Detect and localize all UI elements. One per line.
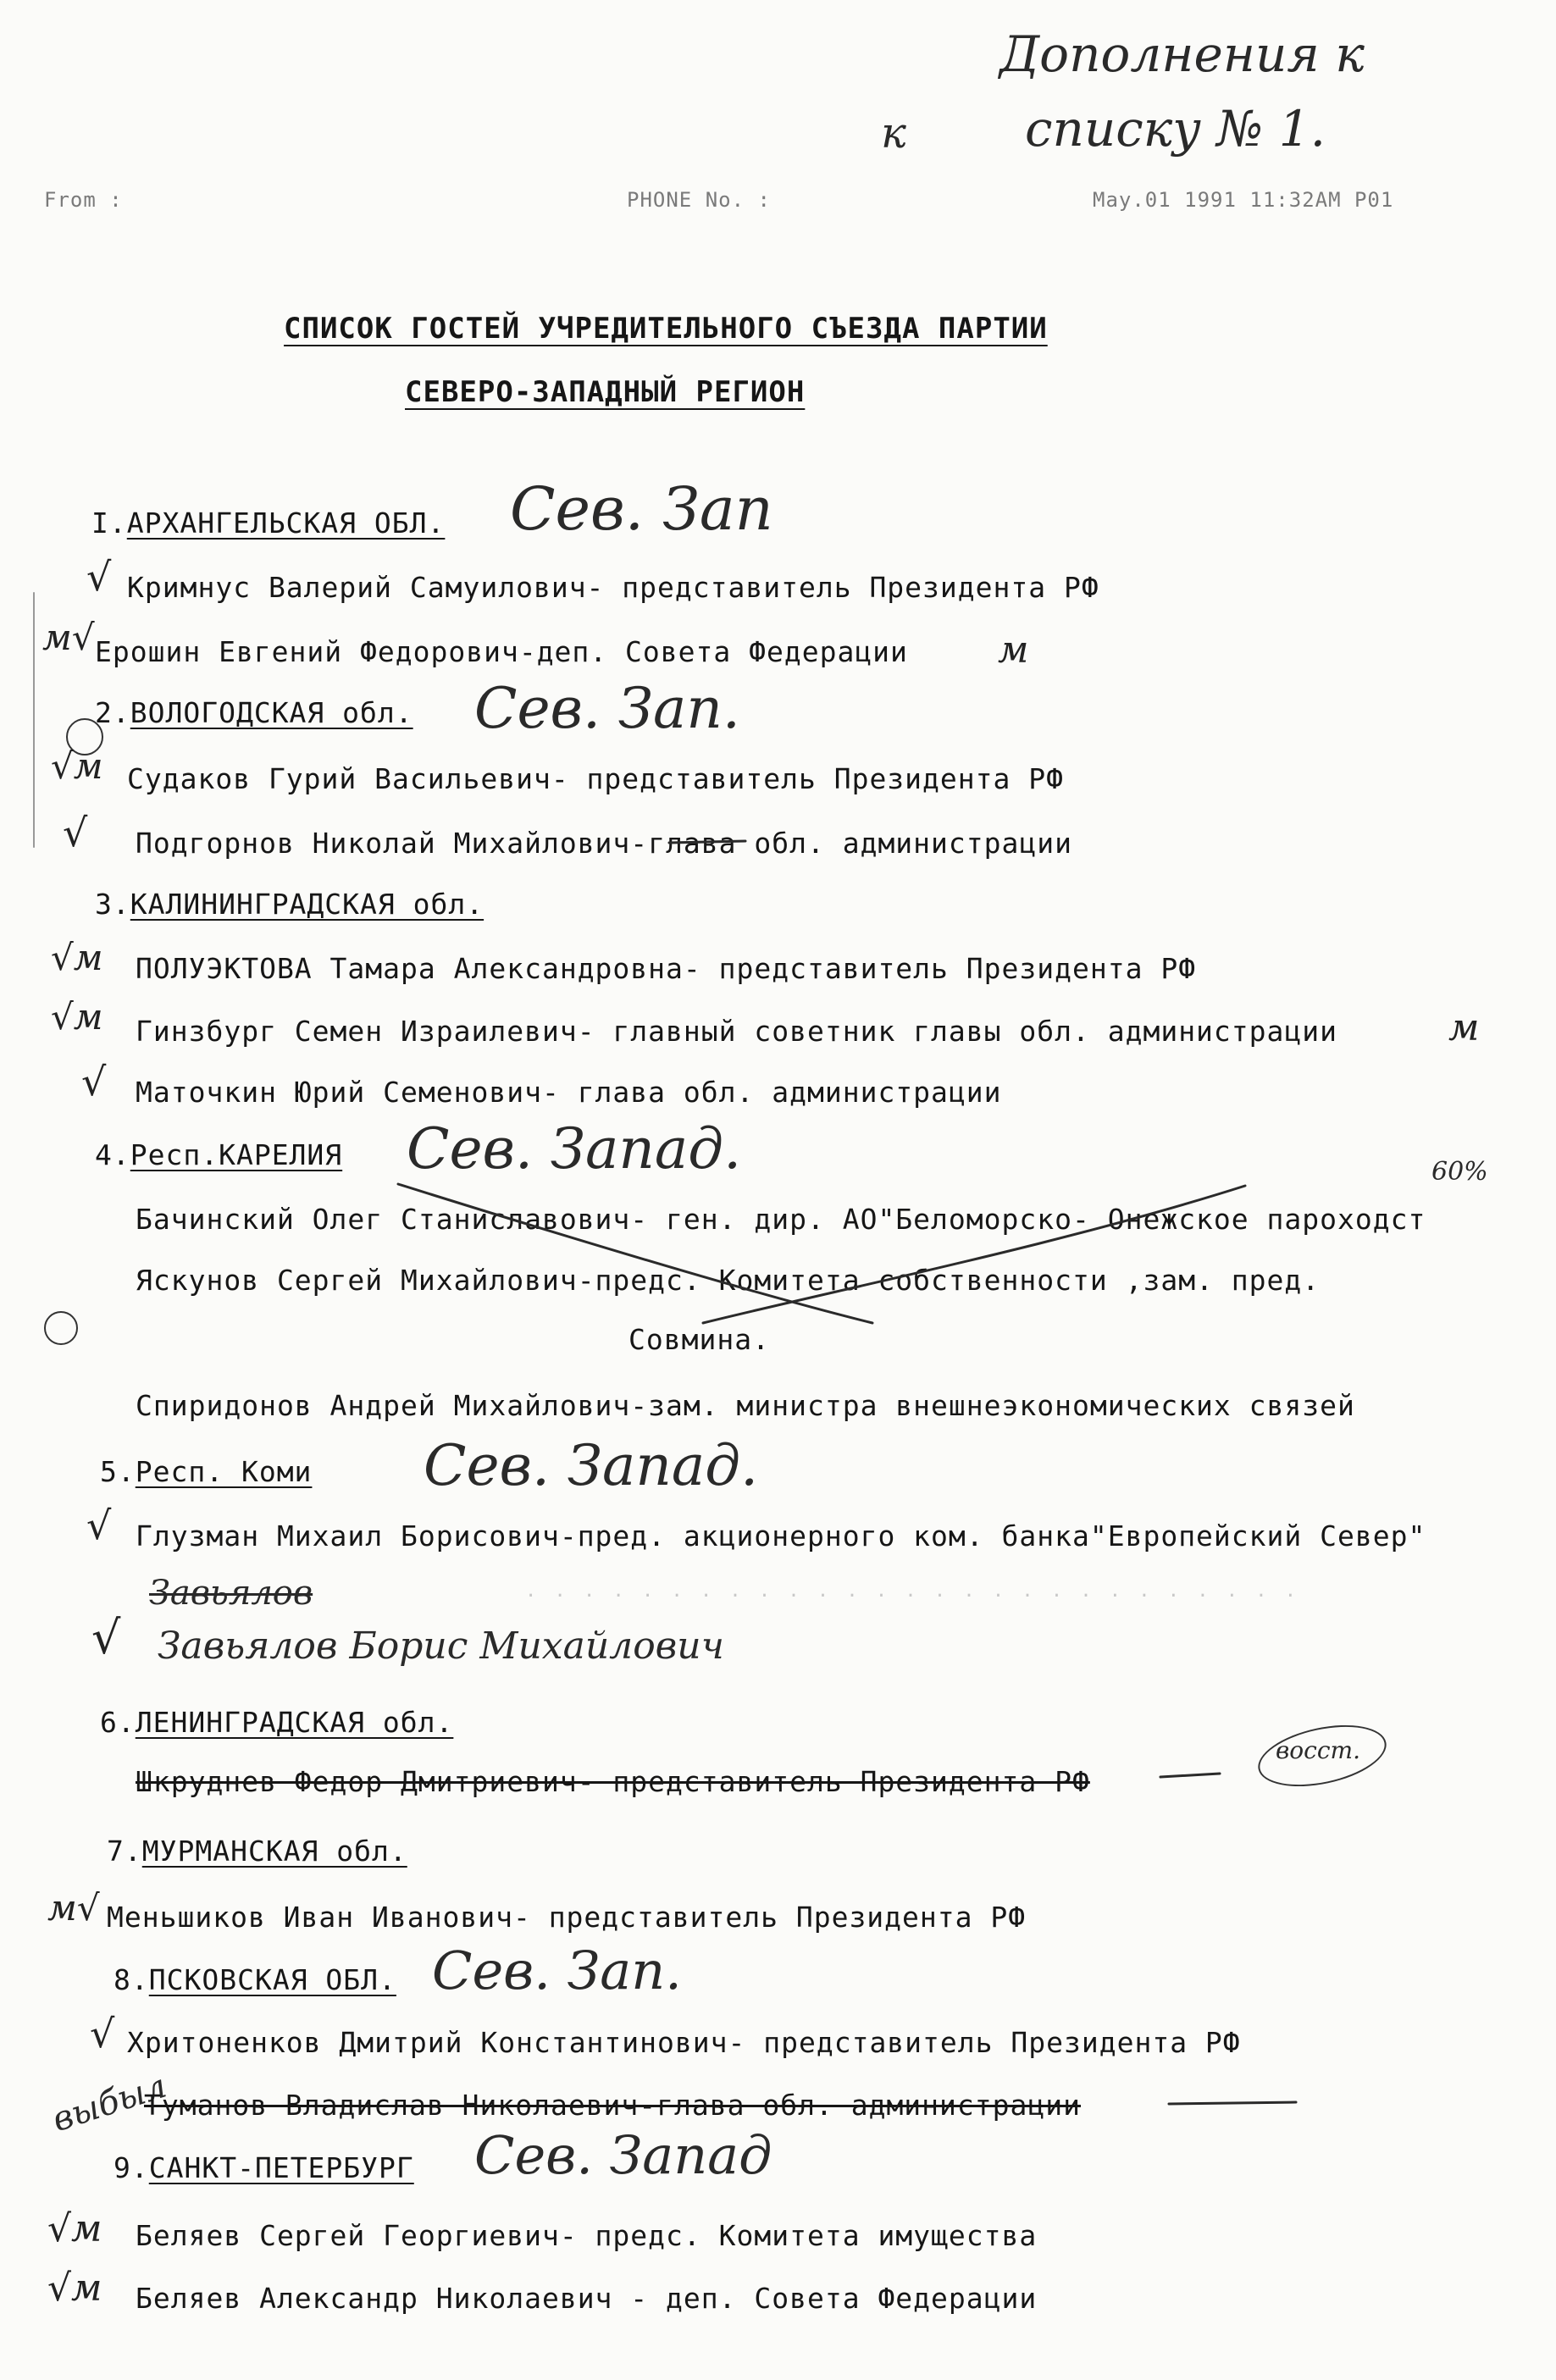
handwritten-region-note: Сев. Запад bbox=[474, 2124, 772, 2186]
region-number: 5. bbox=[100, 1455, 136, 1488]
struck-entry-text: Шкруднев Федор Дмитриевич- представитель Президента РФ bbox=[136, 1765, 1090, 1798]
list-item: Беляев Сергей Георгиевич- предс. Комитета имущества bbox=[136, 2219, 1038, 2252]
margin-circle bbox=[44, 1311, 78, 1345]
list-item bbox=[144, 2089, 1081, 2122]
strike-stroke bbox=[1169, 2102, 1296, 2104]
region-number: 4. bbox=[95, 1138, 130, 1171]
document-title: СПИСОК ГОСТЕЙ УЧРЕДИТЕЛЬНОГО СЪЕЗДА ПАРТИИ bbox=[284, 312, 1048, 346]
list-item-continuation: Совмина. bbox=[628, 1323, 770, 1356]
fax-date: May.01 1991 11:32AM P01 bbox=[1093, 188, 1394, 212]
region-name: КАЛИНИНГРАДСКАЯ обл. bbox=[130, 888, 485, 921]
check-m-mark: √м bbox=[47, 2207, 102, 2250]
list-item bbox=[136, 827, 1072, 860]
list-item bbox=[136, 1765, 1090, 1798]
check-m-mark: √м bbox=[51, 937, 103, 978]
handwritten-struck-name: Завьялов bbox=[149, 1574, 313, 1613]
handwritten-note-prefix: к bbox=[881, 108, 906, 158]
handwritten-note-line2: списку № 1. bbox=[1025, 100, 1326, 158]
entry-text: Подгорнов Николай Михайлович-глава обл. администрации bbox=[136, 827, 1072, 860]
strike-stroke bbox=[1160, 1774, 1220, 1777]
handwritten-region-note: Сев. Зап. bbox=[474, 676, 740, 741]
handwritten-added-name: Завьялов Борис Михайлович bbox=[158, 1624, 725, 1668]
check-mark: √ bbox=[81, 1059, 107, 1104]
handwritten-region-note: Сев. Запад. bbox=[407, 1116, 742, 1182]
region-heading-karelia bbox=[95, 1138, 342, 1171]
region-name: САНКТ-ПЕТЕРБУРГ bbox=[148, 2151, 414, 2184]
region-name: Респ.КАРЕЛИЯ bbox=[130, 1138, 343, 1171]
region-name: ВОЛОГОДСКАЯ обл. bbox=[130, 696, 413, 729]
check-mark: √ bbox=[63, 810, 88, 855]
region-heading-saint-petersburg bbox=[114, 2151, 414, 2184]
check-mark: √ bbox=[90, 2011, 115, 2056]
handwritten-note-line1: Дополнения к bbox=[999, 25, 1365, 83]
region-heading-arkhangelsk bbox=[91, 506, 445, 540]
check-m-mark: √м bbox=[47, 2267, 102, 2310]
m-mark: м bbox=[998, 628, 1029, 672]
list-item: Меньшиков Иван Иванович- представитель Президента РФ bbox=[107, 1901, 1027, 1934]
list-item: Хритоненков Дмитрий Константинович- представитель Президента РФ bbox=[127, 2026, 1241, 2059]
list-item: Гинзбург Семен Израилевич- главный советник главы обл. администрации bbox=[136, 1015, 1338, 1048]
handwritten-margin-note: 60% bbox=[1431, 1157, 1488, 1187]
region-name: ЛЕНИНГРАДСКАЯ обл. bbox=[135, 1706, 454, 1739]
list-item: Беляев Александр Николаевич - деп. Совета Федерации bbox=[136, 2282, 1038, 2315]
check-mark: √ bbox=[86, 1503, 112, 1548]
fax-from: From : bbox=[44, 188, 123, 212]
list-item: Бачинский Олег Станиславович- ген. дир. АО"Беломорско- Онежское пароходст bbox=[136, 1203, 1426, 1236]
document-subtitle: СЕВЕРО-ЗАПАДНЫЙ РЕГИОН bbox=[405, 375, 806, 409]
handwritten-region-note: Сев. Запад. bbox=[424, 1433, 759, 1498]
region-name: МУРМАНСКАЯ обл. bbox=[141, 1835, 407, 1868]
margin-circle bbox=[1253, 1715, 1392, 1797]
handwritten-margin-note: выбыл bbox=[47, 2066, 172, 2140]
list-item: Глузман Михаил Борисович-пред. акционерного ком. банка"Европейский Север" bbox=[136, 1519, 1426, 1553]
region-heading-leningrad bbox=[100, 1706, 453, 1739]
region-name: Респ. Коми bbox=[135, 1455, 313, 1488]
handwritten-region-note: Сев. Зап. bbox=[432, 1940, 682, 2001]
fax-phone: PHONE No. : bbox=[627, 188, 771, 212]
list-item: ПОЛУЭКТОВА Тамара Александровна- представитель Президента РФ bbox=[136, 952, 1197, 985]
m-mark: м bbox=[1448, 1006, 1480, 1049]
handwritten-region-note: Сев. Зап bbox=[510, 474, 773, 544]
region-number: 8. bbox=[114, 1963, 149, 1996]
check-mark: √ bbox=[86, 554, 112, 600]
region-number: 6. bbox=[100, 1706, 136, 1739]
check-m-mark: √м bbox=[51, 996, 103, 1038]
list-item: Судаков Гурий Васильевич- представитель Президента РФ bbox=[127, 762, 1064, 795]
region-heading-kaliningrad bbox=[95, 888, 484, 921]
region-name: ПСКОВСКАЯ ОБЛ. bbox=[148, 1963, 396, 1996]
list-item: Спиридонов Андрей Михайлович-зам. министра внешнеэкономических связей bbox=[136, 1389, 1355, 1422]
handwritten-margin-note: восст. bbox=[1276, 1736, 1360, 1764]
check-mark: √ bbox=[91, 1611, 121, 1664]
list-item: Маточкин Юрий Семенович- глава обл. администрации bbox=[136, 1076, 1002, 1109]
region-name: АРХАНГЕЛЬСКАЯ ОБЛ. bbox=[126, 506, 446, 540]
list-item: Кримнус Валерий Самуилович- представитель Президента РФ bbox=[127, 571, 1099, 604]
list-item: Яскунов Сергей Михайлович-предс. Комитета собственности ,зам. пред. bbox=[136, 1264, 1321, 1297]
region-heading-pskov bbox=[114, 1963, 396, 1996]
region-number: 9. bbox=[114, 2151, 149, 2184]
region-number: 3. bbox=[95, 888, 130, 921]
faint-bleed-text: · · · · · · · · · · · · · · · · · · · · · · · · · · · bbox=[525, 1586, 1299, 1607]
check-m-mark: √м bbox=[51, 745, 103, 787]
list-item: Ерошин Евгений Федорович-деп. Совета Федерации bbox=[95, 635, 908, 668]
region-heading-vologda bbox=[95, 696, 413, 729]
m-check-mark: м√ bbox=[42, 617, 95, 658]
region-number: 2. bbox=[95, 696, 130, 729]
struck-entry-text: Туманов Владислав Николаевич-глава обл. администрации bbox=[144, 2089, 1081, 2122]
region-number: 7. bbox=[107, 1835, 142, 1868]
region-heading-murmansk bbox=[107, 1835, 407, 1868]
region-heading-komi bbox=[100, 1455, 312, 1488]
region-number: I. bbox=[91, 506, 127, 540]
m-check-mark: м√ bbox=[47, 1887, 100, 1929]
